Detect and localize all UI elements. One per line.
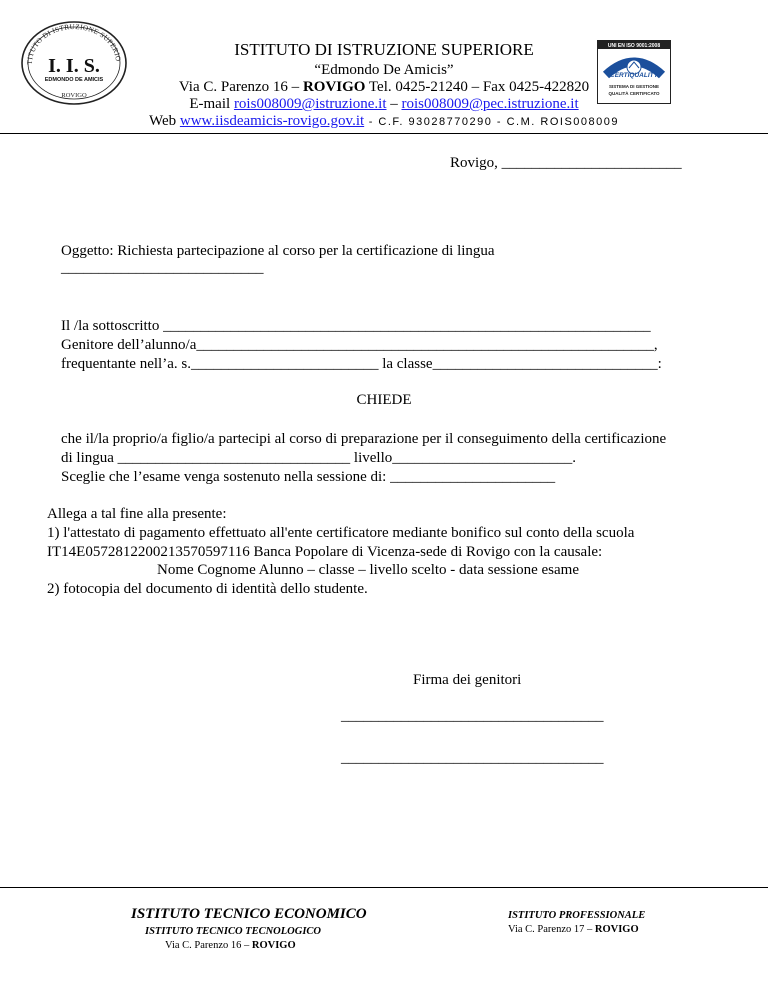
footer-right-address-prefix: Via C. Parenzo 17 –	[508, 924, 595, 935]
frequentante-field[interactable]: frequentante nell’a. s._________________________ la classe______________________________:	[61, 356, 662, 372]
email-separator: –	[386, 96, 402, 112]
footer-right-address-city: ROVIGO	[594, 924, 639, 935]
item-2: 2) fotocopia del documento di identità dello studente.	[47, 581, 368, 597]
institute-web-line	[0, 113, 768, 130]
fiscal-codes: - C.F. 93028770290 - C.M. ROIS008009	[364, 116, 619, 128]
signature-label: Firma dei genitori	[413, 672, 522, 688]
cert-line1-text: SISTEMA DI GESTIONE	[608, 84, 660, 89]
chiede-heading: CHIEDE	[356, 392, 412, 408]
footer-left-address-prefix: Via C. Parenzo 16 –	[165, 940, 252, 951]
footer-divider	[0, 887, 768, 888]
email-link-istruzione[interactable]: rois008009@istruzione.it	[233, 96, 387, 112]
payment-causale: Nome Cognome Alunno – classe – livello scelto - data sessione esame	[157, 562, 579, 578]
institute-subtitle: “Edmondo De Amicis”	[314, 62, 454, 78]
web-label: Web	[149, 113, 180, 129]
genitore-field[interactable]: Genitore dell’alunno/a_____________________________________________________________,	[61, 337, 658, 353]
address-prefix: Via C. Parenzo 16 –	[178, 79, 303, 95]
institute-email-line	[0, 96, 768, 113]
item-1-line-2: IT14E0572812200213570597116 Banca Popolare di Vicenza-sede di Rovigo con la causale:	[47, 544, 603, 560]
sottoscritto-field[interactable]: Il /la sottoscritto _________________________________________________________________	[61, 318, 651, 334]
seal-main-text: I. I. S.	[48, 55, 100, 77]
signature-line-1[interactable]: ___________________________________	[341, 708, 604, 724]
footer-left-subtitle: ISTITUTO TECNICO TECNOLOGICO	[145, 926, 321, 937]
request-line-2[interactable]: di lingua _______________________________ livello________________________.	[61, 450, 576, 466]
cert-line2-text: QUALITÀ CERTIFICATO	[608, 91, 660, 96]
seal-name-text: EDMONDO DE AMICIS	[44, 77, 104, 83]
footer-left-address-city: ROVIGO	[251, 940, 296, 951]
website-link[interactable]: www.iisdeamicis-rovigo.gov.it	[179, 113, 365, 129]
address-contacts: Tel. 0425-21240 – Fax 0425-422820	[365, 79, 590, 95]
cert-brand-text: CERTIQUALITY	[610, 72, 658, 79]
seal-city-text: ROVIGO	[61, 92, 87, 99]
subject-line: Oggetto: Richiesta partecipazione al corso per la certificazione di lingua	[61, 243, 495, 259]
subject-blank[interactable]: ___________________________	[61, 260, 264, 276]
footer-left-title: ISTITUTO TECNICO ECONOMICO	[131, 906, 367, 922]
address-city: ROVIGO	[302, 79, 366, 95]
signature-line-2[interactable]: ___________________________________	[341, 750, 604, 766]
footer-right-title: ISTITUTO PROFESSIONALE	[508, 910, 646, 921]
cert-norm-text: UNI EN ISO 9001:2008	[607, 43, 661, 49]
email-link-pec[interactable]: rois008009@pec.istruzione.it	[401, 96, 579, 112]
email-label: E-mail	[189, 96, 234, 112]
request-line-1: che il/la proprio/a figlio/a partecipi al corso di preparazione per il conseguimento della certificazione	[61, 431, 667, 447]
item-1-line-1: 1) l'attestato di pagamento effettuato all'ente certificatore mediante bonifico sul conto della scuola	[47, 525, 635, 541]
footer-right-address	[508, 924, 639, 935]
footer-left-address	[165, 940, 296, 951]
place-date-field[interactable]: Rovigo, ________________________	[450, 155, 682, 171]
session-field[interactable]: Sceglie che l’esame venga sostenuto nella sessione di: ______________________	[61, 469, 556, 485]
institute-title: ISTITUTO DI ISTRUZIONE SUPERIORE	[234, 40, 534, 59]
header-divider	[0, 133, 768, 134]
institute-address	[0, 79, 768, 96]
seal-ring-text: TITUTO DI ISTRUZIONE SUPERIO	[25, 22, 123, 65]
allega-intro: Allega a tal fine alla presente:	[47, 506, 227, 522]
